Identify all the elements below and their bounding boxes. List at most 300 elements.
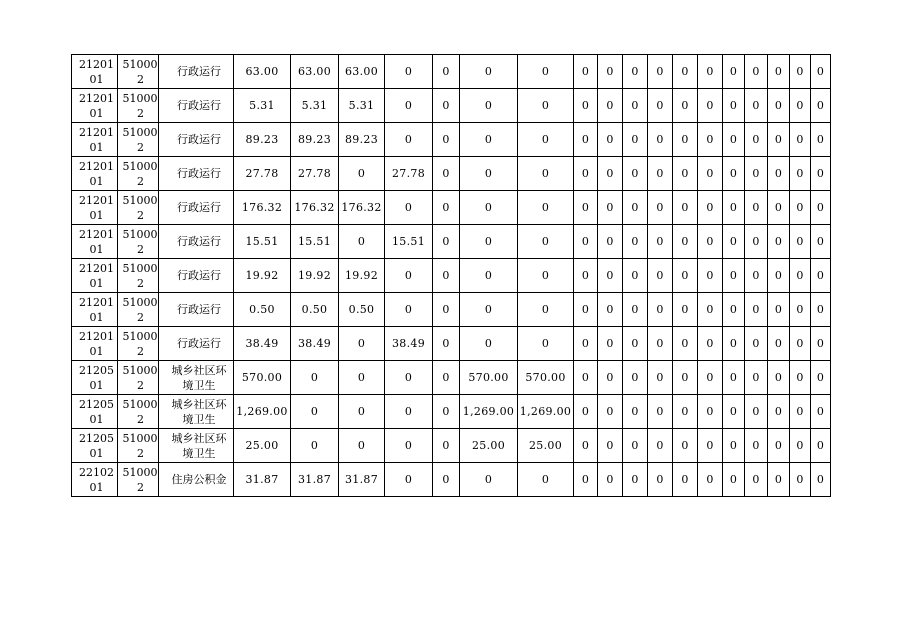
org-code-part2: 2	[137, 72, 144, 86]
amount-cell-extra	[698, 123, 723, 157]
amount-cell-c6	[518, 225, 574, 259]
amount-value: 0	[404, 65, 413, 78]
org-code-part2: 2	[137, 208, 144, 222]
amount-value: 0	[729, 337, 738, 350]
amount-value: 570.00	[468, 371, 509, 384]
amount-cell-extra	[648, 395, 673, 429]
amount-value: 0	[774, 235, 783, 248]
amount-value: 0	[656, 167, 664, 180]
amount-value: 0	[729, 371, 738, 384]
amount-cell-extra	[790, 361, 811, 395]
amount-value: 0	[706, 439, 714, 452]
amount-value: 0	[581, 269, 590, 282]
amount-value: 0	[442, 473, 450, 486]
amount-value: 0	[606, 65, 614, 78]
amount-value: 0	[774, 439, 783, 452]
amount-cell-extra	[598, 429, 623, 463]
amount-value: 570.00	[525, 371, 566, 384]
amount-value: 0	[656, 269, 664, 282]
amount-cell-c3	[385, 395, 433, 429]
amount-cell-c4	[433, 463, 460, 497]
amount-cell-extra	[673, 463, 698, 497]
amount-cell-c3	[385, 361, 433, 395]
amount-cell-c3	[385, 123, 433, 157]
amount-value: 0	[631, 65, 639, 78]
amount-value: 0	[656, 235, 664, 248]
function-code-cell	[72, 395, 118, 429]
function-code-part1: 21201	[79, 125, 114, 139]
amount-cell-total	[234, 327, 291, 361]
org-code-part1: 51000	[122, 261, 158, 275]
amount-cell-c5	[460, 55, 518, 89]
table-row	[72, 327, 831, 361]
amount-value: 0	[606, 371, 614, 384]
amount-cell-c1	[291, 89, 339, 123]
amount-value: 0	[681, 65, 689, 78]
amount-value: 0	[681, 167, 689, 180]
amount-cell-c5	[460, 259, 518, 293]
amount-cell-c4	[433, 293, 460, 327]
amount-value: 0	[656, 439, 664, 452]
amount-cell-extra	[723, 55, 745, 89]
amount-cell-c2	[339, 463, 385, 497]
amount-value: 0	[404, 303, 413, 316]
amount-cell-extra	[790, 429, 811, 463]
amount-value: 0	[404, 439, 413, 452]
amount-value: 0	[796, 337, 804, 350]
amount-value: 0	[631, 473, 639, 486]
function-code-part2: 01	[89, 310, 104, 324]
amount-value: 0	[706, 337, 714, 350]
amount-cell-extra	[574, 361, 598, 395]
amount-cell-extra	[811, 361, 831, 395]
amount-value: 0.50	[249, 303, 275, 316]
amount-cell-extra	[745, 395, 768, 429]
amount-cell-extra	[723, 89, 745, 123]
amount-value: 0	[631, 303, 639, 316]
item-name-cell	[159, 463, 234, 497]
table-body	[72, 55, 831, 497]
amount-value: 0	[816, 303, 825, 316]
amount-value: 0	[357, 439, 366, 452]
item-name-line1: 行政运行	[177, 99, 221, 112]
org-code-part2: 2	[137, 412, 144, 426]
amount-value: 0	[442, 439, 450, 452]
function-code-cell	[72, 89, 118, 123]
item-name-cell	[159, 89, 234, 123]
amount-value: 0	[606, 167, 614, 180]
amount-cell-extra	[811, 157, 831, 191]
amount-cell-extra	[598, 55, 623, 89]
amount-cell-extra	[723, 395, 745, 429]
amount-cell-extra	[745, 259, 768, 293]
amount-cell-extra	[574, 191, 598, 225]
item-name-line2: 境卫生	[182, 412, 216, 426]
item-name-cell	[159, 327, 234, 361]
amount-cell-c2	[339, 429, 385, 463]
amount-cell-extra	[790, 89, 811, 123]
amount-value: 0.50	[348, 303, 375, 316]
amount-cell-extra	[768, 361, 790, 395]
amount-cell-c3	[385, 259, 433, 293]
amount-value: 5.31	[301, 99, 328, 112]
amount-value: 0	[357, 167, 366, 180]
amount-cell-extra	[745, 429, 768, 463]
amount-cell-c5	[460, 395, 518, 429]
amount-cell-extra	[768, 259, 790, 293]
amount-value: 0	[606, 303, 614, 316]
amount-value: 0	[310, 405, 319, 418]
item-name-line1: 行政运行	[177, 235, 221, 248]
table-row	[72, 463, 831, 497]
function-code-part1: 21201	[79, 261, 114, 275]
amount-cell-extra	[790, 395, 811, 429]
amount-cell-c4	[433, 395, 460, 429]
amount-cell-extra	[698, 463, 723, 497]
org-code-part2: 2	[137, 140, 144, 154]
function-code-part2: 01	[89, 174, 104, 188]
amount-value: 0	[796, 133, 804, 146]
amount-cell-extra	[673, 123, 698, 157]
amount-value: 0	[484, 269, 493, 282]
amount-value: 0	[404, 269, 413, 282]
amount-cell-extra	[723, 225, 745, 259]
amount-value: 0	[752, 235, 760, 248]
amount-value: 0	[442, 133, 450, 146]
amount-cell-extra	[574, 123, 598, 157]
amount-cell-total	[234, 55, 291, 89]
amount-value: 0	[606, 235, 614, 248]
amount-cell-extra	[648, 463, 673, 497]
amount-value: 0	[816, 405, 825, 418]
org-code-part2: 2	[137, 480, 144, 494]
amount-value: 0	[729, 405, 738, 418]
amount-value: 0	[729, 167, 738, 180]
function-code-part2: 01	[89, 72, 104, 86]
amount-cell-c1	[291, 259, 339, 293]
amount-value: 0	[816, 371, 825, 384]
amount-cell-extra	[623, 123, 648, 157]
amount-value: 0	[484, 167, 493, 180]
amount-value: 0	[404, 201, 413, 214]
amount-value: 0	[706, 133, 714, 146]
item-name-line1: 行政运行	[177, 337, 221, 350]
amount-value: 0	[404, 99, 413, 112]
amount-cell-c4	[433, 327, 460, 361]
amount-value: 0	[681, 133, 689, 146]
amount-cell-extra	[673, 89, 698, 123]
amount-value: 0	[631, 439, 639, 452]
amount-value: 27.78	[392, 167, 425, 180]
amount-cell-c3	[385, 55, 433, 89]
amount-value: 0	[706, 371, 714, 384]
amount-cell-extra	[745, 191, 768, 225]
amount-value: 0	[796, 201, 804, 214]
amount-value: 0	[774, 371, 783, 384]
amount-cell-c6	[518, 327, 574, 361]
amount-cell-extra	[598, 361, 623, 395]
amount-value: 0	[681, 99, 689, 112]
amount-value: 0	[681, 235, 689, 248]
org-code-cell	[118, 463, 159, 497]
amount-cell-extra	[623, 463, 648, 497]
amount-value: 0	[631, 337, 639, 350]
amount-cell-c1	[291, 429, 339, 463]
amount-cell-extra	[673, 293, 698, 327]
amount-value: 0	[796, 235, 804, 248]
amount-cell-extra	[598, 327, 623, 361]
amount-value: 27.78	[298, 167, 331, 180]
amount-cell-extra	[673, 395, 698, 429]
amount-value: 0	[816, 235, 825, 248]
amount-value: 0	[681, 201, 689, 214]
amount-cell-extra	[623, 89, 648, 123]
amount-cell-c5	[460, 191, 518, 225]
amount-cell-extra	[723, 361, 745, 395]
item-name-line1: 行政运行	[177, 269, 221, 282]
org-code-part2: 2	[137, 446, 144, 460]
amount-cell-extra	[673, 259, 698, 293]
amount-value: 0	[816, 269, 825, 282]
amount-cell-extra	[648, 361, 673, 395]
amount-value: 15.51	[392, 235, 425, 248]
item-name-line1: 行政运行	[177, 303, 221, 316]
amount-value: 0	[442, 371, 450, 384]
table-row	[72, 123, 831, 157]
item-name-cell	[159, 157, 234, 191]
amount-value: 0	[357, 405, 366, 418]
org-code-part1: 51000	[122, 193, 158, 207]
amount-cell-c3	[385, 293, 433, 327]
amount-cell-extra	[790, 123, 811, 157]
amount-cell-extra	[811, 89, 831, 123]
amount-value: 0	[656, 473, 664, 486]
amount-value: 0	[631, 269, 639, 282]
amount-value: 0	[774, 65, 783, 78]
org-code-part1: 51000	[122, 363, 158, 377]
amount-value: 0	[729, 303, 738, 316]
amount-value: 89.23	[245, 133, 279, 146]
amount-value: 89.23	[345, 133, 378, 146]
amount-cell-extra	[768, 395, 790, 429]
amount-value: 0	[631, 235, 639, 248]
amount-value: 0	[816, 99, 825, 112]
amount-value: 5.31	[348, 99, 375, 112]
item-name-cell	[159, 395, 234, 429]
function-code-cell	[72, 429, 118, 463]
amount-cell-extra	[790, 293, 811, 327]
amount-cell-extra	[623, 191, 648, 225]
org-code-part2: 2	[137, 344, 144, 358]
amount-value: 0	[681, 405, 689, 418]
amount-cell-c5	[460, 225, 518, 259]
function-code-cell	[72, 225, 118, 259]
amount-cell-extra	[811, 463, 831, 497]
amount-value: 19.92	[345, 269, 378, 282]
function-code-part1: 21205	[79, 363, 114, 377]
amount-value: 0	[752, 167, 760, 180]
amount-cell-c4	[433, 55, 460, 89]
amount-cell-c2	[339, 225, 385, 259]
amount-value: 0	[581, 201, 590, 214]
amount-cell-extra	[648, 429, 673, 463]
amount-cell-extra	[790, 327, 811, 361]
amount-cell-extra	[623, 395, 648, 429]
amount-cell-extra	[623, 259, 648, 293]
amount-cell-extra	[574, 259, 598, 293]
amount-cell-extra	[598, 225, 623, 259]
amount-value: 0	[581, 337, 590, 350]
amount-cell-extra	[790, 259, 811, 293]
amount-value: 0	[606, 201, 614, 214]
amount-value: 176.32	[241, 201, 283, 214]
amount-value: 0	[357, 371, 366, 384]
amount-value: 0	[774, 473, 783, 486]
amount-value: 1,269.00	[236, 405, 288, 418]
amount-cell-c4	[433, 191, 460, 225]
function-code-part1: 21205	[79, 431, 114, 445]
amount-value: 0	[581, 439, 590, 452]
amount-cell-extra	[745, 361, 768, 395]
item-name-line1: 城乡社区环	[171, 363, 227, 377]
amount-value: 31.87	[298, 473, 331, 486]
item-name-line1: 住房公积金	[171, 473, 227, 486]
amount-cell-extra	[623, 327, 648, 361]
item-name-cell	[159, 191, 234, 225]
amount-cell-extra	[574, 89, 598, 123]
amount-value: 0	[706, 303, 714, 316]
amount-value: 0	[310, 371, 319, 384]
function-code-part2: 01	[89, 140, 104, 154]
amount-value: 0	[706, 201, 714, 214]
amount-value: 5.31	[249, 99, 275, 112]
amount-value: 19.92	[245, 269, 279, 282]
amount-value: 0	[484, 337, 493, 350]
amount-value: 0	[706, 473, 714, 486]
item-name-cell	[159, 293, 234, 327]
amount-cell-total	[234, 463, 291, 497]
function-code-cell	[72, 191, 118, 225]
amount-value: 0	[681, 303, 689, 316]
amount-cell-extra	[698, 55, 723, 89]
amount-cell-total	[234, 293, 291, 327]
item-name-cell	[159, 361, 234, 395]
item-name-line1: 行政运行	[177, 65, 221, 78]
amount-value: 0	[729, 201, 738, 214]
amount-cell-c6	[518, 463, 574, 497]
function-code-part1: 21201	[79, 193, 114, 207]
amount-cell-extra	[768, 55, 790, 89]
amount-cell-extra	[723, 123, 745, 157]
table-row	[72, 259, 831, 293]
amount-cell-c5	[460, 293, 518, 327]
amount-cell-c6	[518, 89, 574, 123]
amount-cell-extra	[745, 89, 768, 123]
amount-cell-extra	[698, 157, 723, 191]
amount-value: 0	[656, 337, 664, 350]
amount-cell-extra	[648, 225, 673, 259]
amount-cell-c5	[460, 463, 518, 497]
org-code-part1: 51000	[122, 91, 158, 105]
amount-cell-extra	[648, 191, 673, 225]
amount-value: 176.32	[341, 201, 382, 214]
amount-value: 0	[706, 405, 714, 418]
amount-value: 0	[729, 269, 738, 282]
amount-value: 0	[729, 133, 738, 146]
amount-value: 0	[581, 235, 590, 248]
amount-value: 0	[752, 473, 760, 486]
amount-cell-c1	[291, 123, 339, 157]
amount-cell-extra	[598, 89, 623, 123]
amount-value: 0	[606, 439, 614, 452]
amount-cell-c4	[433, 361, 460, 395]
amount-cell-extra	[698, 327, 723, 361]
function-code-cell	[72, 55, 118, 89]
amount-value: 0	[631, 133, 639, 146]
amount-value: 0	[404, 405, 413, 418]
amount-cell-total	[234, 123, 291, 157]
function-code-part2: 01	[89, 412, 104, 426]
amount-cell-extra	[698, 395, 723, 429]
function-code-cell	[72, 157, 118, 191]
amount-cell-extra	[723, 157, 745, 191]
amount-cell-extra	[790, 225, 811, 259]
function-code-part2: 01	[89, 480, 104, 494]
amount-value: 0	[631, 405, 639, 418]
function-code-cell	[72, 293, 118, 327]
amount-value: 0	[752, 65, 760, 78]
amount-cell-extra	[723, 259, 745, 293]
amount-value: 0	[774, 337, 783, 350]
amount-cell-c1	[291, 157, 339, 191]
amount-cell-extra	[648, 55, 673, 89]
amount-value: 0	[796, 99, 804, 112]
amount-cell-extra	[598, 191, 623, 225]
amount-value: 0	[442, 337, 450, 350]
amount-value: 0	[484, 99, 493, 112]
amount-cell-extra	[745, 123, 768, 157]
amount-cell-extra	[723, 293, 745, 327]
amount-cell-extra	[745, 157, 768, 191]
amount-value: 0	[484, 201, 493, 214]
amount-cell-extra	[648, 259, 673, 293]
amount-cell-extra	[574, 157, 598, 191]
amount-value: 63.00	[298, 65, 331, 78]
amount-value: 0	[541, 269, 550, 282]
amount-cell-total	[234, 361, 291, 395]
amount-value: 176.32	[294, 201, 335, 214]
item-name-cell	[159, 225, 234, 259]
amount-value: 0	[796, 405, 804, 418]
table-row	[72, 395, 831, 429]
amount-cell-c3	[385, 463, 433, 497]
amount-cell-extra	[790, 157, 811, 191]
amount-value: 63.00	[345, 65, 378, 78]
org-code-part2: 2	[137, 310, 144, 324]
amount-cell-c4	[433, 157, 460, 191]
amount-value: 0	[816, 439, 825, 452]
amount-cell-extra	[698, 429, 723, 463]
amount-cell-total	[234, 259, 291, 293]
amount-value: 0	[729, 65, 738, 78]
amount-cell-c1	[291, 395, 339, 429]
amount-cell-extra	[648, 293, 673, 327]
amount-cell-extra	[745, 327, 768, 361]
amount-cell-extra	[598, 395, 623, 429]
org-code-part1: 51000	[122, 295, 158, 309]
org-code-cell	[118, 89, 159, 123]
amount-cell-c2	[339, 191, 385, 225]
